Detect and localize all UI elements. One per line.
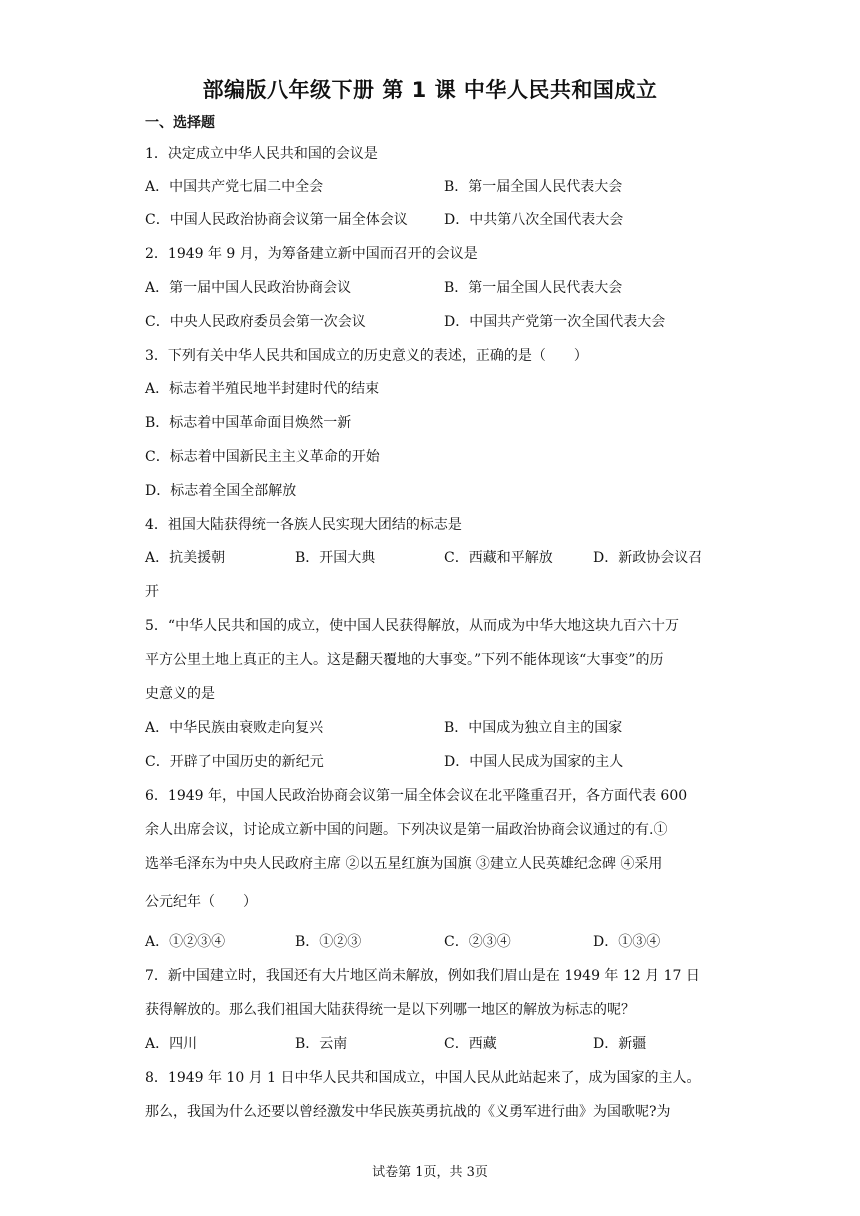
question-5-stem-line-1: 5．“中华人民共和国的成立，使中国人民获得解放，从而成为中华大地这块九百六十万 [145, 618, 680, 634]
question-3-stem: 3．下列有关中华人民共和国成立的历史意义的表述，正确的是（ ） [145, 348, 588, 364]
question-7-option-a: A．四川 [145, 1036, 198, 1052]
question-5-option-a: A．中华民族由衰败走向复兴 [145, 720, 324, 736]
question-6-stem-line-1: 6．1949 年，中国人民政治协商会议第一届全体会议在北平隆重召开，各方面代表 600 [145, 788, 688, 804]
question-5-stem-line-2: 平方公里土地上真正的主人。这是翻天覆地的大事变。”下列不能体现该“大事变”的历 [145, 652, 664, 668]
question-5-option-c: C．开辟了中国历史的新纪元 [145, 754, 324, 770]
question-3-option-d: D．标志着全国全部解放 [145, 483, 297, 499]
question-2-option-b: B．第一届全国人民代表大会 [444, 280, 623, 296]
question-8-stem-line-2: 那么，我国为什么还要以曾经激发中华民族英勇抗战的《义勇军进行曲》为国歌呢?为 [145, 1104, 671, 1120]
question-5-stem-line-3: 史意义的是 [145, 686, 215, 702]
question-2-option-d: D．中国共产党第一次全国代表大会 [444, 314, 666, 330]
question-6-stem-line-3: 选举毛泽东为中央人民政府主席 ②以五星红旗为国旗 ③建立人民英雄纪念碑 ④采用 [145, 856, 663, 872]
section-heading: 一、选择题 [145, 115, 215, 131]
page-footer: 试卷第 1页，共 3页 [372, 1165, 488, 1180]
question-1-option-b: B．第一届全国人民代表大会 [444, 179, 623, 195]
page-title: 部编版八年级下册 第 1 课 中华人民共和国成立 [202, 78, 658, 102]
question-7-option-d: D．新疆 [593, 1036, 647, 1052]
question-4-option-c: C．西藏和平解放 [444, 550, 553, 566]
question-4-option-d-wrap: 开 [145, 584, 159, 600]
question-6-option-b: B．①②③ [295, 934, 362, 950]
question-1-stem: 1．决定成立中华人民共和国的会议是 [145, 146, 378, 162]
question-6-option-d: D．①③④ [593, 934, 661, 950]
question-2-option-c: C．中央人民政府委员会第一次会议 [145, 314, 366, 330]
question-5-option-b: B．中国成为独立自主的国家 [444, 720, 623, 736]
question-7-option-c: C．西藏 [444, 1036, 497, 1052]
question-7-option-b: B．云南 [295, 1036, 348, 1052]
question-1-option-d: D．中共第八次全国代表大会 [444, 212, 624, 228]
question-6-option-c: C．②③④ [444, 934, 511, 950]
question-3-option-b: B．标志着中国革命面目焕然一新 [145, 415, 352, 431]
question-4-stem: 4．祖国大陆获得统一各族人民实现大团结的标志是 [145, 517, 462, 533]
question-6-option-a: A．①②③④ [145, 934, 226, 950]
question-3-option-c: C．标志着中国新民主主义革命的开始 [145, 449, 380, 465]
question-2-option-a: A．第一届中国人民政治协商会议 [145, 280, 352, 296]
question-3-option-a: A．标志着半殖民地半封建时代的结束 [145, 381, 380, 397]
question-5-option-d: D．中国人民成为国家的主人 [444, 754, 624, 770]
question-7-stem-line-1: 7．新中国建立时，我国还有大片地区尚未解放，例如我们眉山是在 1949 年 12 月 17 日 [145, 968, 700, 984]
question-8-stem-line-1: 8．1949 年 10 月 1 日中华人民共和国成立，中国人民从此站起来了，成为国家的主人。 [145, 1070, 701, 1086]
question-6-stem-line-2: 余人出席会议，讨论成立新中国的问题。下列决议是第一届政治协商会议通过的有.① [145, 822, 668, 838]
question-4-option-d: D．新政协会议召 [593, 550, 703, 566]
question-6-stem-line-4: 公元纪年（ ） [145, 894, 257, 910]
question-1-option-a: A．中国共产党七届二中全会 [145, 179, 324, 195]
question-4-option-b: B．开国大典 [295, 550, 376, 566]
question-1-option-c: C．中国人民政治协商会议第一届全体会议 [145, 212, 408, 228]
question-2-stem: 2．1949 年 9 月，为筹备建立新中国而召开的会议是 [145, 246, 478, 262]
question-7-stem-line-2: 获得解放的。那么我们祖国大陆获得统一是以下列哪一地区的解放为标志的呢？ [145, 1002, 635, 1018]
question-4-option-a: A．抗美援朝 [145, 550, 226, 566]
